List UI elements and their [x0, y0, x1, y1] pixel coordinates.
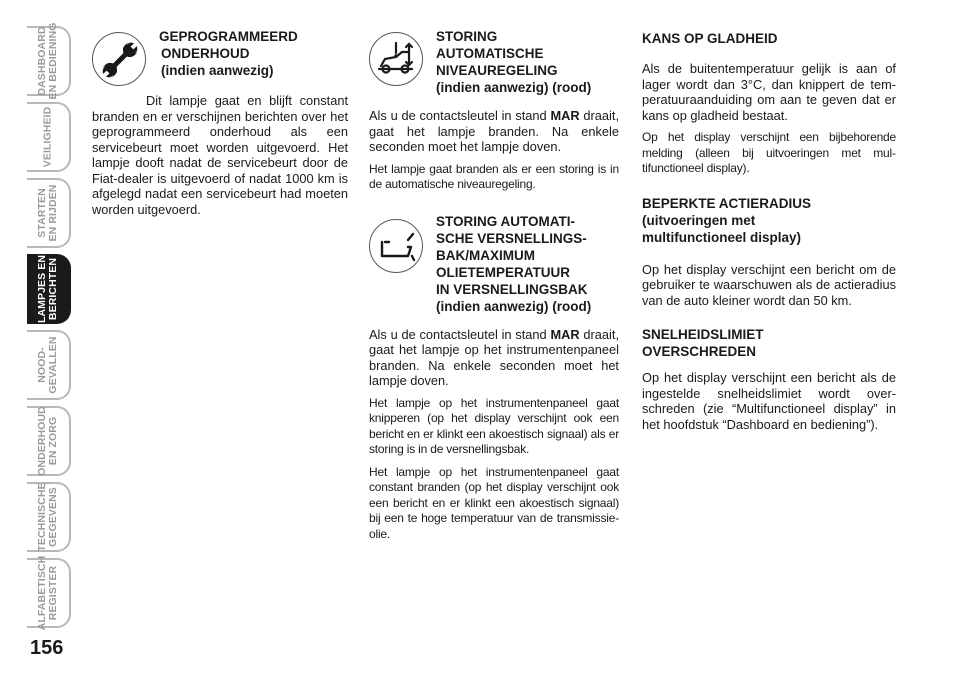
- heading-snelheidslimiet: SNELHEIDSLIMIET OVERSCHREDEN: [642, 327, 764, 359]
- car-level-icon: [369, 32, 423, 86]
- paragraph-gladheid-1: Als de buitentemperatuur gelijk is aan of lager wordt dan 3°C, dan knippert de temperatuuraanduiding om aan te geven dat er kans op gladheid bestaat.: [642, 61, 896, 123]
- gearbox-oil-icon: [369, 219, 423, 273]
- paragraph-niveau-2: Het lampje gaat branden als er een storing is in de automatische niveauregeling.: [369, 161, 619, 191]
- tab-lampjes[interactable]: LAMPJES EN BERICHTEN: [27, 254, 71, 324]
- page-number: 156: [30, 637, 64, 659]
- paragraph-versnelling-3: Het lampje op het instrumentenpaneel gaat constant branden (op het display verschijnt ook een bericht en er klinkt een akoestisch signaal) bij een te hoge temperatuur van de transmissie-olie.: [369, 464, 619, 541]
- tab-technische[interactable]: TECHNISCHE GEGEVENS: [27, 482, 71, 552]
- paragraph-versnelling-1: Als u de contactsleutel in stand MAR draait, gaat het lampje op het instrumentenpaneel branden. Na enkele seconden moet het lampje doven.: [369, 326, 619, 388]
- tab-starten[interactable]: STARTEN EN RIJDEN: [27, 178, 71, 248]
- paragraph-niveau-1: Als u de contactsleutel in stand MAR draait, gaat het lampje branden. Na enkele seconden moet het lampje doven.: [369, 108, 619, 154]
- tab-dashboard[interactable]: DASHBOARD EN BEDIENING: [27, 26, 71, 96]
- paragraph-snelheidslimiet: Op het display verschijnt een bericht als de ingestelde snelheidslimiet wordt overschreden (zie “Multifunctioneel display” in het hoofdstuk “Dashboard en bediening”).: [642, 370, 896, 432]
- heading-actieradius: BEPERKTE ACTIERADIUS (uitvoeringen met multifunctioneel display): [642, 195, 812, 245]
- tab-veiligheid[interactable]: VEILIGHEID: [27, 102, 71, 172]
- wrench-icon: [92, 32, 146, 86]
- heading-versnellingsbak: STORING AUTOMATI- SCHE VERSNELLINGS- BAK/MAXIMUM OLIETEMPERATUUR IN VERSNELLINGSBAK (indien aanwezig) (rood): [436, 213, 592, 314]
- tab-onderhoud[interactable]: ONDERHOUD EN ZORG: [27, 406, 71, 476]
- heading-gladheid: KANS OP GLADHEID: [642, 31, 778, 46]
- tab-register[interactable]: ALFABETISCH REGISTER: [27, 558, 71, 628]
- column-3: [642, 28, 896, 439]
- paragraph-gladheid-2: Op het display verschijnt een bijbehorende melding (alleen bij uitvoeringen met multifunctioneel display).: [642, 130, 896, 175]
- tab-noodgevallen[interactable]: NOOD- GEVALLEN: [27, 330, 71, 400]
- heading-niveauregeling: STORING AUTOMATISCHE NIVEAUREGELING (indien aanwezig) (rood): [436, 29, 592, 95]
- paragraph-actieradius: Op het display verschijnt een bericht om de gebruiker te waarschuwen als de actieradius van de auto kleiner wordt dan 50 km.: [642, 261, 896, 308]
- column-1: [92, 28, 348, 224]
- column-2: [369, 28, 619, 549]
- heading-geprogrammeerd: GEPROGRAMMEERD ONDERHOUD (indien aanwezig): [159, 29, 298, 78]
- paragraph-versnelling-2: Het lampje op het instrumentenpaneel gaat knipperen (op het display verschijnt ook een bericht en er klinkt een akoestisch signaal) als er storing is in de versnellingsbak.: [369, 395, 619, 456]
- paragraph-onderhoud: Dit lampje gaat en blijft constant branden en er verschijnen berichten over het geprogrammeerd onderhoud als een servicebeurt moet worden uitgevoerd. Het lampje dooft nadat de servicebeurt door de Fiat-dealer is uitgevoerd of nadat 1000 km is afgelegd nadat een servicebeurt had moeten worden uitgevoerd.: [92, 93, 348, 217]
